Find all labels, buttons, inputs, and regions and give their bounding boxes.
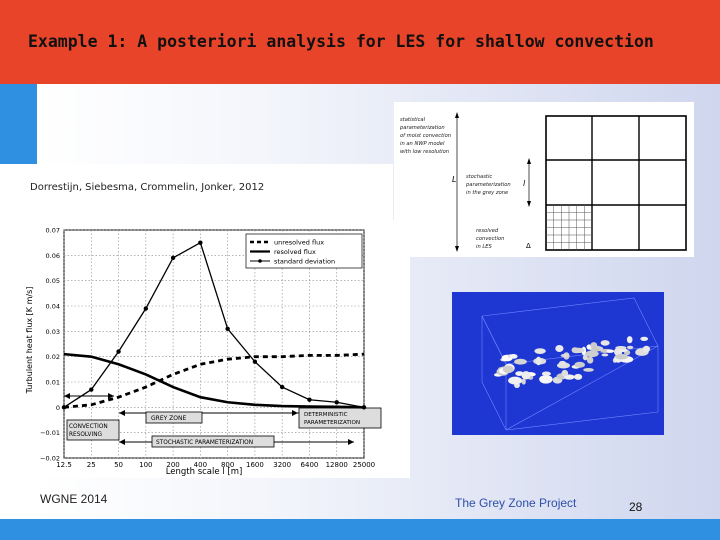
cloud-blob [559,361,566,365]
x-tick-label: 50 [114,461,124,469]
cloud-blob [562,370,569,377]
slide-title: Example 1: A posteriori analysis for LES for shallow convection [28,32,654,51]
les-cloud-visualization [452,292,664,435]
chart-legend [246,234,362,268]
cloud-blob [561,354,570,357]
footer-event: WGNE 2014 [40,492,108,506]
x-tick-label: 200 [166,461,180,469]
data-point [198,240,202,244]
data-point [116,349,120,353]
legend-label: standard deviation [274,257,336,266]
convection-resolving-label-1: CONVECTION [69,424,108,430]
x-tick-label: 400 [193,461,208,469]
x-tick-label: 800 [220,461,235,469]
x-tick-label: 1600 [245,461,264,469]
annotation-line: with low resolution [400,149,450,155]
data-point [253,360,257,364]
cloud-blob [607,350,615,353]
y-tick-label: 0.05 [45,277,60,286]
y-tick-label: 0.03 [45,327,60,336]
l-label: l [523,179,526,188]
grey-zone-label: GREY ZONE [151,415,187,422]
data-point [62,405,66,409]
cloud-blob [615,354,628,360]
cloud-blob [643,346,650,352]
cloud-blob [602,353,609,356]
chart-ylabel: Turbulent heat flux [K m/s] [25,286,34,394]
x-tick-label: 6400 [300,461,319,469]
y-tick-label: 0 [55,403,60,412]
data-point [280,385,284,389]
deterministic-label-1: DETERMINISTIC [304,412,348,418]
cloud-blob [542,372,551,376]
les-cloud-render [452,292,664,435]
chart-xlabel: Length scale l [m] [165,467,243,477]
legend-marker [258,259,262,263]
y-tick-label: 0.04 [45,302,60,311]
y-tick-label: 0.01 [45,378,60,387]
y-tick-label: −0.02 [40,454,60,463]
x-tick-label: 12800 [325,461,348,469]
x-tick-label: 100 [139,461,153,469]
annotation-line: stochastic [466,174,493,180]
annotation-line: parameterization [466,182,511,188]
data-point [171,256,175,260]
cloud-blob [503,366,514,374]
accent-tab [0,84,37,164]
data-point [362,405,366,409]
x-tick-label: 12.5 [56,461,72,469]
cloud-blob [574,374,582,380]
cloud-blob [522,371,531,379]
cloud-blob [572,348,581,354]
deterministic-label-2: PARAMETERIZATION [304,420,361,426]
les-background [452,292,664,435]
x-tick-label: 25000 [352,461,376,469]
cloud-blob [534,348,545,354]
cloud-blob [583,368,594,372]
annotation-line: in the grey zone [466,190,509,196]
convection-resolving-label-2: RESOLVING [69,432,103,438]
annotation-line: statistical [400,117,426,123]
cloud-blob [585,351,598,358]
cloud-blob [574,362,585,368]
y-tick-label: −0.01 [40,429,60,438]
y-tick-label: 0.07 [45,226,60,235]
cloud-blob [640,337,648,341]
flux-chart [14,220,410,478]
cloud-blob [587,357,593,364]
data-point [335,400,339,404]
L-label: L [452,175,457,184]
y-tick-label: 0.06 [45,251,60,260]
footer-project: The Grey Zone Project [455,496,577,510]
stochastic-label: STOCHASTIC PARAMETERIZATION [156,440,254,446]
cloud-blob [555,345,563,352]
page-number: 28 [629,500,643,514]
data-point [89,387,93,391]
cloud-blob [601,340,610,346]
flux-chart-panel [14,220,410,478]
cloud-blob [627,336,633,343]
authors-citation: Dorrestijn, Siebesma, Crommelin, Jonker, 2012 [30,182,265,193]
cloud-blob [514,359,527,365]
cloud-blob [509,354,517,359]
cloud-blob [539,375,553,384]
data-point [307,398,311,402]
annotation-line: parameterization [400,125,445,131]
legend-label: resolved flux [274,248,316,256]
delta-label: Δ [526,242,531,250]
cloud-blob [508,377,522,385]
annotation-line: of moist convection [400,133,452,139]
x-tick-label: 25 [86,461,96,469]
y-tick-label: 0.02 [45,353,60,362]
grid-diagram [394,102,694,257]
cloud-blob [615,346,626,350]
cloud-blob [590,342,597,349]
cloud-blob [536,357,542,366]
annotation-line: convection [476,236,505,242]
x-tick-label: 3200 [273,461,292,469]
annotation-line: resolved [476,228,499,234]
cloud-blob [627,346,633,349]
legend-label: unresolved flux [274,238,325,247]
data-point [225,327,229,331]
grey-zone-diagram [394,102,694,257]
bottom-bar [0,519,720,540]
annotation-line: in an NWP model [400,141,445,147]
annotation-line: in LES [476,244,492,250]
data-point [144,306,148,310]
cloud-blob [522,379,526,385]
